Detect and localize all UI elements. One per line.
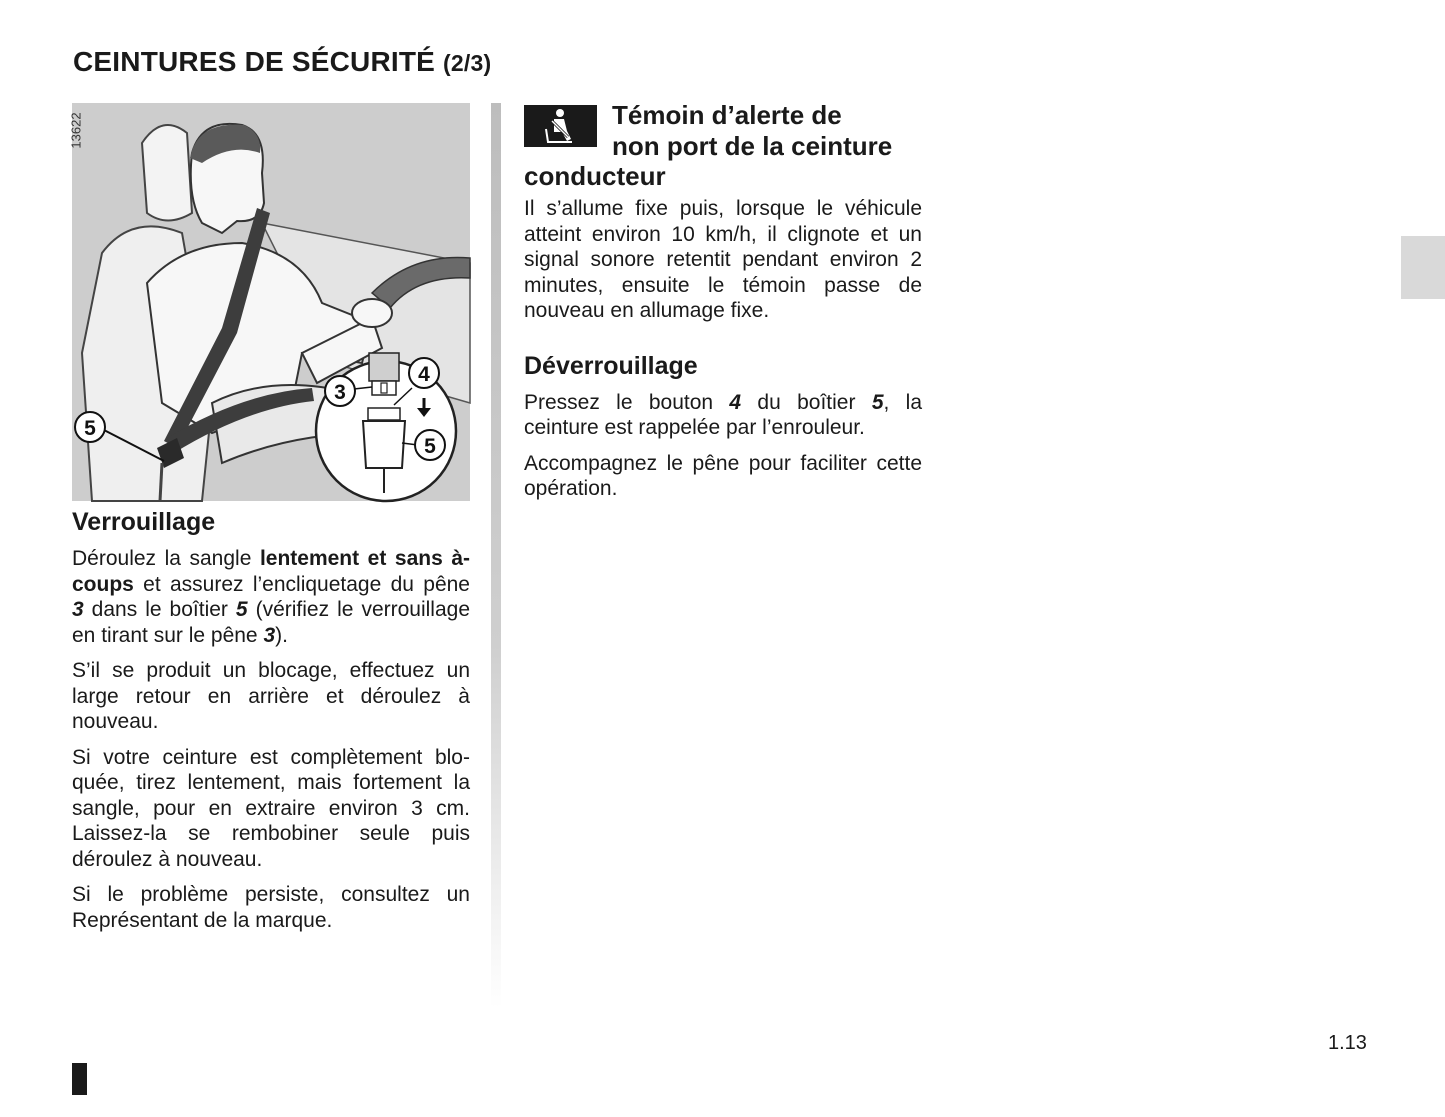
text-run: et assurez l’encliquetage du pêne xyxy=(133,572,470,596)
corner-mark xyxy=(72,1063,87,1095)
page-number: 1.13 xyxy=(1328,1032,1367,1054)
unlocking-heading: Déverrouillage xyxy=(524,351,698,380)
warning-heading xyxy=(524,100,922,190)
text-run: ). xyxy=(275,623,288,647)
locking-paragraph-4: Si le problème persiste, consultez un Représentant de la marque. xyxy=(72,883,470,932)
warning-title-line-2: non port de la ceinture xyxy=(612,131,893,161)
page-title-text: CEINTURES DE SÉCURITÉ xyxy=(73,46,436,77)
locking-paragraph-2: S’il se produit un blocage, effectuez un large retour en arrière et déroulez à nouveau. xyxy=(72,659,470,733)
reference-number: 5 xyxy=(871,390,884,414)
unlocking-paragraph-1 xyxy=(524,390,922,441)
illustration-drawing xyxy=(72,103,470,501)
unlocking-paragraph-2: Accompagnez le pêne pour faciliter cette opération. xyxy=(524,451,922,500)
reference-number: 3 xyxy=(263,623,276,647)
text-run: , la ceinture est rappelée par l’enrouleur. xyxy=(524,390,923,439)
locking-paragraph-1 xyxy=(72,546,470,648)
emphasis-text: lentement et sans à-coups xyxy=(72,547,470,596)
warning-title-line-1: Témoin d’alerte de xyxy=(612,100,842,130)
callout-5-label: 5 xyxy=(84,417,96,440)
reference-number: 5 xyxy=(235,598,248,621)
locking-paragraph-3: Si votre ceinture est complètement bloquée, tirez lentement, mais fortement la sangle, pour en extraire environ 3 cm. Laissez-la se rembobiner seule puis déroulez à nouveau. xyxy=(72,745,470,871)
page-title xyxy=(73,46,491,78)
callout-5-inset-label: 5 xyxy=(424,435,436,458)
callout-3-label: 3 xyxy=(334,381,346,404)
callout-4-label: 4 xyxy=(418,363,430,386)
reference-number: 4 xyxy=(729,390,742,414)
figure-reference-number: 13622 xyxy=(68,112,84,149)
warning-title-line-3: conducteur xyxy=(524,161,666,191)
text-run: du boîtier xyxy=(741,390,872,414)
right-column xyxy=(524,100,922,512)
column-divider xyxy=(491,103,501,1008)
left-column xyxy=(72,504,470,943)
seatbelt-warning-icon xyxy=(524,105,597,147)
text-run: Pressez le bouton xyxy=(524,390,730,414)
text-run: dans le boîtier xyxy=(83,598,236,621)
text-run: Déroulez la sangle xyxy=(72,547,260,570)
page-title-part: (2/3) xyxy=(443,50,492,76)
seatbelt-illustration xyxy=(68,103,470,501)
warning-paragraph: Il s’allume fixe puis, lorsque le véhicule atteint environ 10 km/h, il clignote et un signal sonore retentit pendant environ 2 minutes, ensuite le témoin passe de nouveau en allumage fixe. xyxy=(524,197,922,322)
text-run: (vérifiez le verrouillage en tirant sur le pêne xyxy=(72,598,471,647)
section-tab xyxy=(1401,236,1445,299)
reference-number: 3 xyxy=(72,598,84,621)
figure-reference xyxy=(68,103,98,163)
locking-heading: Verrouillage xyxy=(72,508,216,536)
